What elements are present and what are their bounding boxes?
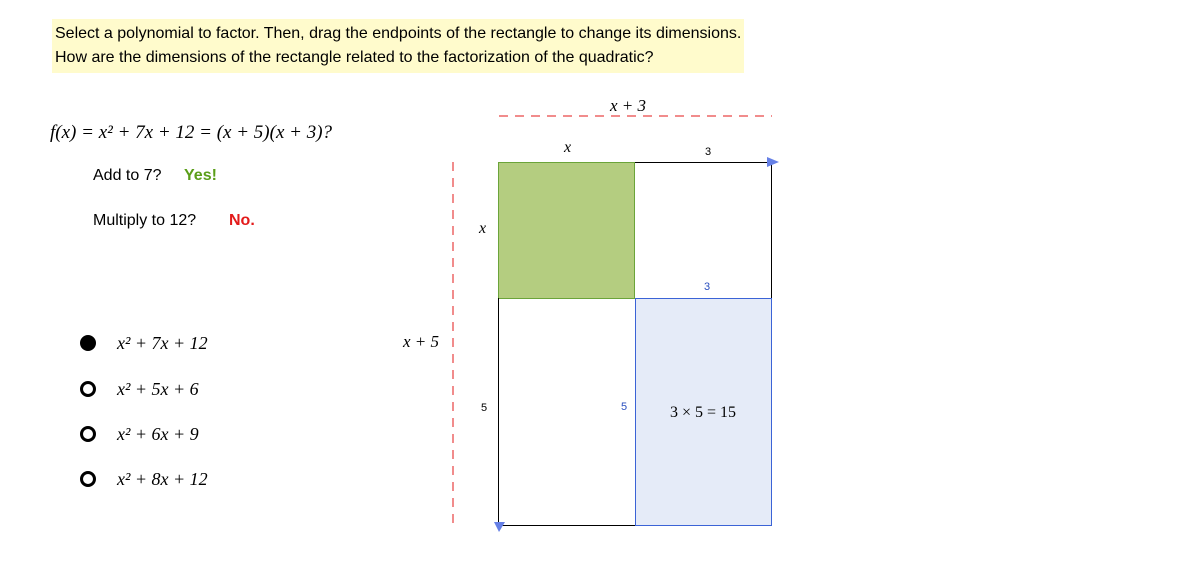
inner-top-label: 3 [704, 281, 711, 293]
top-const-label: 3 [705, 146, 712, 158]
inner-left-label: 5 [621, 401, 628, 413]
add-check-label: Add to 7? [93, 167, 162, 184]
option-label: x² + 7x + 12 [117, 332, 208, 353]
width-drag-handle[interactable] [767, 157, 779, 167]
multiply-check-result: No. [229, 212, 255, 229]
instructions-line-1: Select a polynomial to factor. Then, drag the endpoints of the rectangle to change its dimensions. [55, 25, 742, 42]
height-label: x + 5 [403, 332, 440, 351]
factor-equation: f(x) = x² + 7x + 12 = (x + 5)(x + 3)? [50, 122, 333, 143]
height-drag-handle[interactable] [494, 522, 505, 532]
product-label: 3 × 5 = 15 [670, 404, 737, 421]
side-x-label: x [479, 220, 487, 237]
width-label: x + 3 [610, 96, 647, 115]
side-const-label: 5 [481, 402, 488, 414]
multiply-check-label: Multiply to 12? [93, 212, 197, 229]
instructions-line-2: How are the dimensions of the rectangle related to the factorization of the quadratic? [55, 49, 654, 66]
top-x-label: x [564, 139, 572, 156]
option-label: x² + 8x + 12 [117, 468, 208, 489]
option-label: x² + 5x + 6 [117, 378, 199, 399]
add-check-result: Yes! [184, 167, 217, 184]
option-label: x² + 6x + 9 [117, 423, 199, 444]
